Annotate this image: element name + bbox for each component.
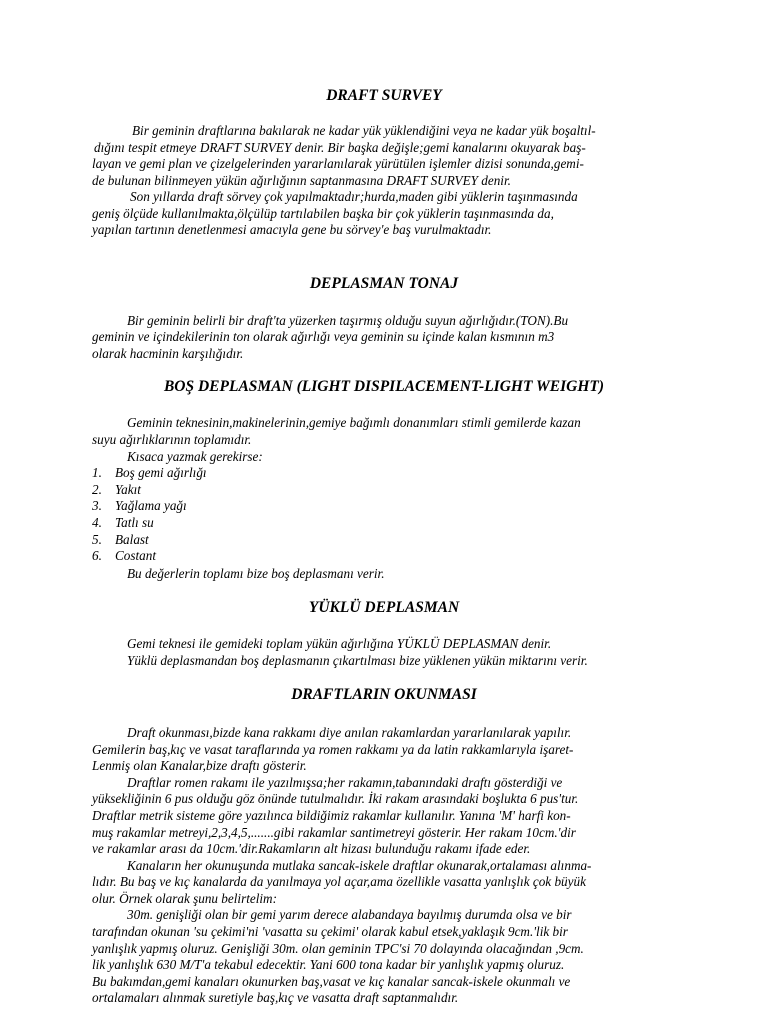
list-text: Tatlı su (115, 515, 154, 530)
intro-line: dığını tespit etmeye DRAFT SURVEY denir. Bir başka değişle;gemi kanalarını okuyarak baş- (94, 140, 586, 155)
bos-line: suyu ağırlıklarının toplamıdır. (92, 432, 252, 447)
list-text: Costant (115, 548, 157, 563)
intro-line: layan ve gemi plan ve çizelgelerinden yararlanılarak yürütülen işlemler dizisi sonunda,gemi- (92, 156, 584, 171)
draftlar-line: Draftlar romen rakamı ile yazılmışsa;her rakamın,tabanındaki draftı gösterdiği ve (127, 775, 563, 790)
list-text: Yakıt (115, 482, 141, 497)
draftlar-line: Lenmiş olan Kanalar,bize draftı gösterir. (92, 758, 307, 773)
draftlar-line: olur. Örnek olarak şunu belirtelim: (92, 891, 277, 906)
yuklu-line: Gemi teknesi ile gemideki toplam yükün ağırlığına YÜKLÜ DEPLASMAN denir. (127, 636, 552, 651)
draftlar-line: ve rakamlar arası da 10cm.'dir.Rakamların alt hizası bulunduğu rakamı ifade eder. (92, 841, 531, 856)
draftlar-line: Gemilerin baş,kıç ve vasat taraflarında ya romen rakkamı ya da latin rakkamlarıyla işaret- (92, 742, 574, 757)
bos-line: Kısaca yazmak gerekirse: (127, 449, 263, 464)
draftlar-line: Bu bakımdan,gemi kanaları okunurken baş,vasat ve kıç kanalar sancak-iskele okunmalı ve (92, 974, 571, 989)
section-heading-draftlarin-okunmasi: DRAFTLARIN OKUNMASI (291, 686, 477, 703)
list-item (92, 531, 692, 548)
deplasman-line: olarak hacminin karşılığıdır. (92, 346, 244, 361)
list-item (92, 464, 692, 481)
bos-closing: Bu değerlerin toplamı bize boş deplasmanı verir. (127, 566, 385, 581)
deplasman-line: geminin ve içindekilerinin ton olarak ağırlığı veya geminin su içinde kalan kısmının m3 (92, 329, 555, 344)
list-item (92, 497, 692, 514)
intro-line: de bulunan bilinmeyen yükün ağırlığının saptanmasına DRAFT SURVEY denir. (92, 173, 511, 188)
intro-line: Son yıllarda draft sörvey çok yapılmaktadır;hurda,maden gibi yüklerin taşınmasında (130, 189, 578, 204)
list-text: Balast (115, 532, 149, 547)
draftlar-line: lik yanlışlık 630 M/T'a tekabul edecektir. Yani 600 tona kadar bir yanlışlık yapmış oluruz. (92, 957, 565, 972)
list-number: 4. (92, 515, 102, 530)
draftlar-line: 30m. genişliği olan bir gemi yarım derece alabandaya bayılmış durumda olsa ve bir (127, 907, 572, 922)
list-number: 5. (92, 532, 102, 547)
list-item (92, 481, 692, 498)
draftlar-line: yanlışlık yapmış oluruz. Genişliği 30m. olan geminin TPC'si 70 dolayında olacağından ,9cm. (92, 941, 584, 956)
section-heading-bos-deplasman: BOŞ DEPLASMAN (LIGHT DISPILACEMENT-LIGHT WEIGHT) (163, 378, 605, 395)
draftlar-line: muş rakamlar metreyi,2,3,4,5,.......gibi rakamlar santimetreyi gösterir. Her rakam 10cm.'dir (92, 825, 576, 840)
intro-line: geniş ölçüde kullanılmakta,ölçülüp tartılabilen başka bir çok yüklerin taşınmasında da, (92, 206, 554, 221)
draftlar-line: ortalamaları alınmak suretiyle baş,kıç ve vasatta draft saptanmalıdır. (92, 990, 459, 1005)
draftlar-line: Draftlar metrik sisteme göre yazılınca bildiğimiz rakamlar kullanılır. Yanına 'M' harfi kon- (92, 808, 571, 823)
list-number: 3. (92, 498, 102, 513)
intro-line: yapılan tartının denetlenmesi amacıyla gene bu sörvey'e baş vurulmaktadır. (92, 222, 492, 237)
list-text: Yağlama yağı (115, 498, 187, 513)
intro-line: Bir geminin draftlarına bakılarak ne kadar yük yüklendiğini veya ne kadar yük boşaltıl- (132, 123, 596, 138)
draftlar-line: Kanaların her okunuşunda mutlaka sancak-iskele draftlar okunarak,ortalaması alınma- (127, 858, 592, 873)
section-heading-yuklu-deplasman: YÜKLÜ DEPLASMAN (308, 599, 460, 616)
list-text: Boş gemi ağırlığı (115, 465, 207, 480)
draftlar-line: yüksekliğinin 6 pus olduğu göz önünde tutulmalıdır. İki rakam arasındaki boşlukta 6 pus'tur. (92, 791, 579, 806)
list-item (92, 514, 692, 531)
section-heading-deplasman: DEPLASMAN TONAJ (309, 275, 459, 292)
draftlar-line: tarafından okunan 'su çekimi'ni 'vasatta su çekimi' olarak kabul etsek,yaklaşık 9cm.'lik bir (92, 924, 568, 939)
bos-line: Geminin teknesinin,makinelerinin,gemiye bağımlı donanımları stimli gemilerde kazan (127, 415, 581, 430)
deplasman-line: Bir geminin belirli bir draft'ta yüzerken taşırmış olduğu suyun ağırlığıdır.(TON).Bu (127, 313, 569, 328)
list-number: 6. (92, 548, 102, 563)
list-item (92, 547, 692, 564)
yuklu-line: Yüklü deplasmandan boş deplasmanın çıkartılması bize yüklenen yükün miktarını verir. (127, 653, 588, 668)
list-number: 2. (92, 482, 102, 497)
draftlar-line: Draft okunması,bizde kana rakkamı diye anılan rakamlardan yararlanılarak yapılır. (127, 725, 572, 740)
list-number: 1. (92, 465, 102, 480)
page-title: DRAFT SURVEY (326, 87, 442, 104)
draftlar-line: lıdır. Bu baş ve kıç kanalarda da yanılmaya yol açar,ama özellikle vasatta yanlışlık çok büyük (92, 874, 586, 889)
